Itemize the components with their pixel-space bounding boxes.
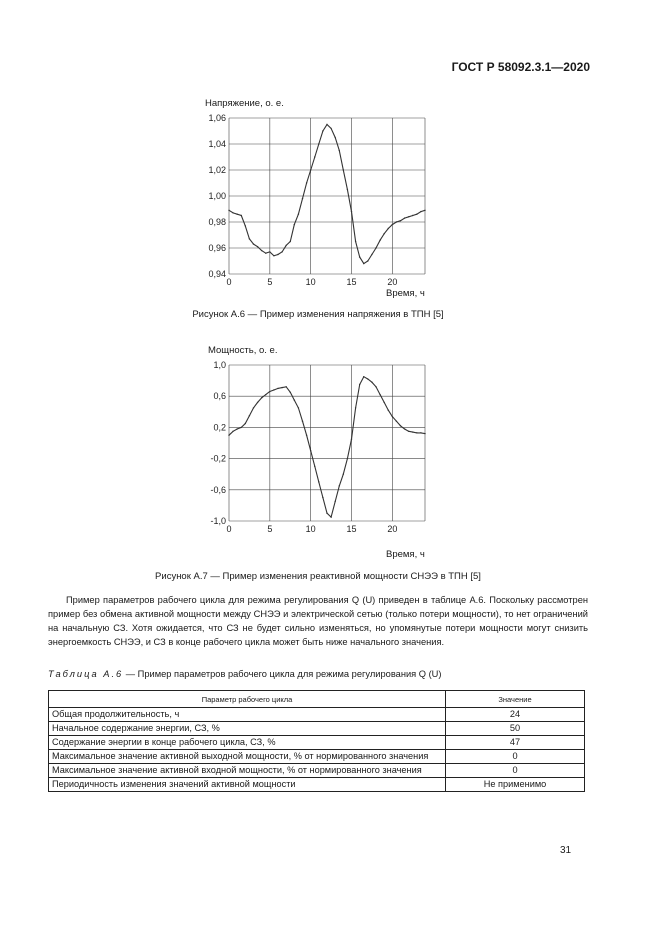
fig6-data-point xyxy=(306,182,307,183)
fig6-data-point xyxy=(285,245,286,246)
fig6-data-point xyxy=(261,250,262,251)
fig7-data-point xyxy=(355,407,356,408)
fig7-data-point xyxy=(408,431,409,432)
fig6-data-point xyxy=(408,216,409,217)
fig7-data-point xyxy=(273,389,274,390)
fig6-data-point xyxy=(363,263,364,264)
fig6-x-tick-label: 5 xyxy=(267,277,273,287)
table-cell-value: 47 xyxy=(446,736,585,750)
fig6-data-point xyxy=(265,253,266,254)
table-row xyxy=(49,778,585,792)
table-row xyxy=(49,722,585,736)
fig6-caption: Рисунок А.6 — Пример изменения напряжения в ТПН [5] xyxy=(192,309,444,320)
fig6-data-point xyxy=(314,156,315,157)
fig7-data-point xyxy=(285,386,286,387)
fig6-x-tick-label: 0 xyxy=(226,277,232,287)
power-chart xyxy=(195,355,440,555)
fig6-y-tick-label: 0,96 xyxy=(208,243,226,253)
fig6-y-tick-label: 0,98 xyxy=(208,217,226,227)
fig7-data-point xyxy=(343,474,344,475)
page-number: 31 xyxy=(560,845,572,856)
fig6-data-point xyxy=(330,128,331,129)
fig7-data-point xyxy=(232,431,233,432)
fig7-x-tick-label: 15 xyxy=(346,524,357,534)
fig6-data-point xyxy=(302,198,303,199)
fig7-data-point xyxy=(265,394,266,395)
fig7-data-point xyxy=(249,415,250,416)
fig7-data-point xyxy=(424,433,425,434)
fig7-data-point xyxy=(322,497,323,498)
fig6-data-point xyxy=(253,243,254,244)
fig7-data-point xyxy=(318,481,319,482)
fig6-data-point xyxy=(375,247,376,248)
fig7-y-tick-label: 1,0 xyxy=(213,360,226,370)
fig7-series-line xyxy=(229,377,425,517)
fig7-data-point xyxy=(383,402,384,403)
fig7-data-point xyxy=(330,516,331,517)
fig7-x-tick-label: 10 xyxy=(305,524,316,534)
table-row xyxy=(49,750,585,764)
fig6-data-point xyxy=(396,221,397,222)
fig6-data-point xyxy=(249,238,250,239)
parameters-table xyxy=(48,690,585,792)
fig7-data-point xyxy=(396,420,397,421)
fig7-data-point xyxy=(314,466,315,467)
fig7-data-point xyxy=(375,386,376,387)
fig6-data-point xyxy=(355,241,356,242)
table-header-param: Параметр рабочего цикла xyxy=(49,691,446,708)
fig7-data-point xyxy=(400,425,401,426)
fig6-y-tick-label: 1,02 xyxy=(208,165,226,175)
fig6-data-point xyxy=(400,220,401,221)
fig7-data-point xyxy=(310,450,311,451)
document-header: ГОСТ Р 58092.3.1—2020 xyxy=(451,60,590,74)
fig6-y-title: Напряжение, о. е. xyxy=(205,98,284,109)
fig7-data-point xyxy=(241,427,242,428)
table-cell-param: Общая продолжительность, ч xyxy=(49,708,446,722)
fig6-data-point xyxy=(392,224,393,225)
fig7-data-point xyxy=(294,399,295,400)
fig6-data-point xyxy=(343,169,344,170)
table-cell-param: Начальное содержание энергии, СЗ, % xyxy=(49,722,446,736)
fig6-data-point xyxy=(298,214,299,215)
fig6-data-point xyxy=(281,251,282,252)
fig7-data-point xyxy=(404,428,405,429)
fig6-data-point xyxy=(388,228,389,229)
fig6-data-point xyxy=(351,211,352,212)
fig7-data-point xyxy=(388,410,389,411)
fig7-y-tick-label: 0,6 xyxy=(213,391,226,402)
fig7-data-point xyxy=(379,394,380,395)
table-header-value: Значение xyxy=(446,691,585,708)
fig6-y-tick-label: 1,04 xyxy=(208,139,226,149)
fig6-data-point xyxy=(269,251,270,252)
table-cell-param: Максимальное значение активной входной мощности, % от нормированного значения xyxy=(49,764,446,778)
fig7-data-point xyxy=(367,378,368,379)
fig7-data-point xyxy=(290,392,291,393)
fig6-data-point xyxy=(326,124,327,125)
fig6-data-point xyxy=(420,211,421,212)
fig6-data-point xyxy=(404,217,405,218)
fig6-data-point xyxy=(359,256,360,257)
table-caption-text: — Пример параметров рабочего цикла для режима регулирования Q (U) xyxy=(123,669,442,679)
fig6-data-point xyxy=(257,246,258,247)
fig6-data-point xyxy=(232,212,233,213)
fig6-data-point xyxy=(322,130,323,131)
fig6-data-point xyxy=(367,260,368,261)
fig6-data-point xyxy=(371,254,372,255)
fig6-data-point xyxy=(383,233,384,234)
fig7-y-title: Мощность, о. е. xyxy=(208,345,278,356)
fig7-data-point xyxy=(334,501,335,502)
fig6-data-point xyxy=(318,143,319,144)
fig7-data-point xyxy=(412,431,413,432)
fig6-x-tick-label: 10 xyxy=(305,277,316,287)
fig6-data-point xyxy=(379,240,380,241)
fig7-data-point xyxy=(281,387,282,388)
fig7-data-point xyxy=(359,384,360,385)
fig6-data-point xyxy=(245,225,246,226)
fig7-y-tick-label: -1,0 xyxy=(210,516,226,526)
table-header-row xyxy=(49,691,585,708)
fig7-data-point xyxy=(298,407,299,408)
fig7-data-point xyxy=(339,485,340,486)
fig7-data-point xyxy=(257,402,258,403)
fig7-data-point xyxy=(416,432,417,433)
fig7-data-point xyxy=(363,376,364,377)
fig7-y-tick-label: -0,6 xyxy=(210,484,226,495)
table-cell-param: Содержание энергии в конце рабочего цикла, СЗ, % xyxy=(49,736,446,750)
fig7-data-point xyxy=(269,391,270,392)
fig7-y-tick-label: -0,2 xyxy=(210,453,226,464)
table-row xyxy=(49,708,585,722)
fig7-x-title: Время, ч xyxy=(386,549,425,560)
fig7-data-point xyxy=(326,513,327,514)
fig7-data-point xyxy=(245,423,246,424)
fig6-x-tick-label: 15 xyxy=(346,277,357,287)
fig7-data-point xyxy=(371,381,372,382)
table-caption-label: Таблица А.6 xyxy=(48,669,124,679)
table-row xyxy=(49,736,585,750)
fig6-x-title: Время, ч xyxy=(386,288,425,299)
fig6-data-point xyxy=(294,224,295,225)
table-caption xyxy=(48,669,588,679)
fig7-x-tick-label: 0 xyxy=(226,524,232,534)
fig7-data-point xyxy=(236,428,237,429)
fig7-x-tick-label: 20 xyxy=(387,524,398,534)
body-paragraph: Пример параметров рабочего цикла для режима регулирования Q (U) приведен в таблице А.6. Поскольку рассмотрен пример без обмена активной мощности между СНЭЭ и электрической сетью (только потери мощности), то нет ограничений на начальную СЗ. Хотя ожидается, что СЗ не будет сильно изменяться, но упомянутые потери мощности могут снизить энергоемкость СНЭЭ, и СЗ в конце рабочего цикла может быть ниже начального значения. xyxy=(48,595,588,647)
table-cell-value: 0 xyxy=(446,764,585,778)
fig6-data-point xyxy=(424,210,425,211)
fig6-data-point xyxy=(339,150,340,151)
fig7-data-point xyxy=(347,458,348,459)
fig6-series-line xyxy=(229,125,425,264)
fig7-data-point xyxy=(253,407,254,408)
table-cell-value: 0 xyxy=(446,750,585,764)
fig6-y-tick-label: 1,06 xyxy=(208,113,226,123)
table-cell-param: Максимальное значение активной выходной мощности, % от нормированного значения xyxy=(49,750,446,764)
fig7-data-point xyxy=(277,388,278,389)
table-row xyxy=(49,764,585,778)
fig6-data-point xyxy=(241,215,242,216)
fig7-data-point xyxy=(261,397,262,398)
fig6-data-point xyxy=(334,137,335,138)
table-cell-value: Не применимо xyxy=(446,778,585,792)
fig7-data-point xyxy=(351,438,352,439)
table-cell-param: Периодичность изменения значений активной мощности xyxy=(49,778,446,792)
voltage-chart xyxy=(195,108,440,303)
fig7-data-point xyxy=(420,432,421,433)
fig6-x-tick-label: 20 xyxy=(387,277,398,287)
fig6-data-point xyxy=(412,215,413,216)
fig7-data-point xyxy=(302,420,303,421)
fig7-data-point xyxy=(306,435,307,436)
table-cell-value: 24 xyxy=(446,708,585,722)
fig7-y-tick-label: 0,2 xyxy=(213,422,226,433)
fig6-data-point xyxy=(273,255,274,256)
fig6-data-point xyxy=(310,169,311,170)
fig7-caption: Рисунок А.7 — Пример изменения реактивной мощности СНЭЭ в ТПН [5] xyxy=(155,571,481,582)
fig6-data-point xyxy=(347,189,348,190)
fig7-data-point xyxy=(392,416,393,417)
fig7-x-tick-label: 5 xyxy=(267,524,273,534)
table-cell-value: 50 xyxy=(446,722,585,736)
fig6-y-tick-label: 0,94 xyxy=(208,269,226,279)
fig6-data-point xyxy=(277,254,278,255)
fig7-data-point xyxy=(228,435,229,436)
fig6-data-point xyxy=(236,214,237,215)
fig6-data-point xyxy=(290,241,291,242)
fig6-data-point xyxy=(228,210,229,211)
fig6-data-point xyxy=(416,214,417,215)
fig6-y-tick-label: 1,00 xyxy=(208,191,226,201)
